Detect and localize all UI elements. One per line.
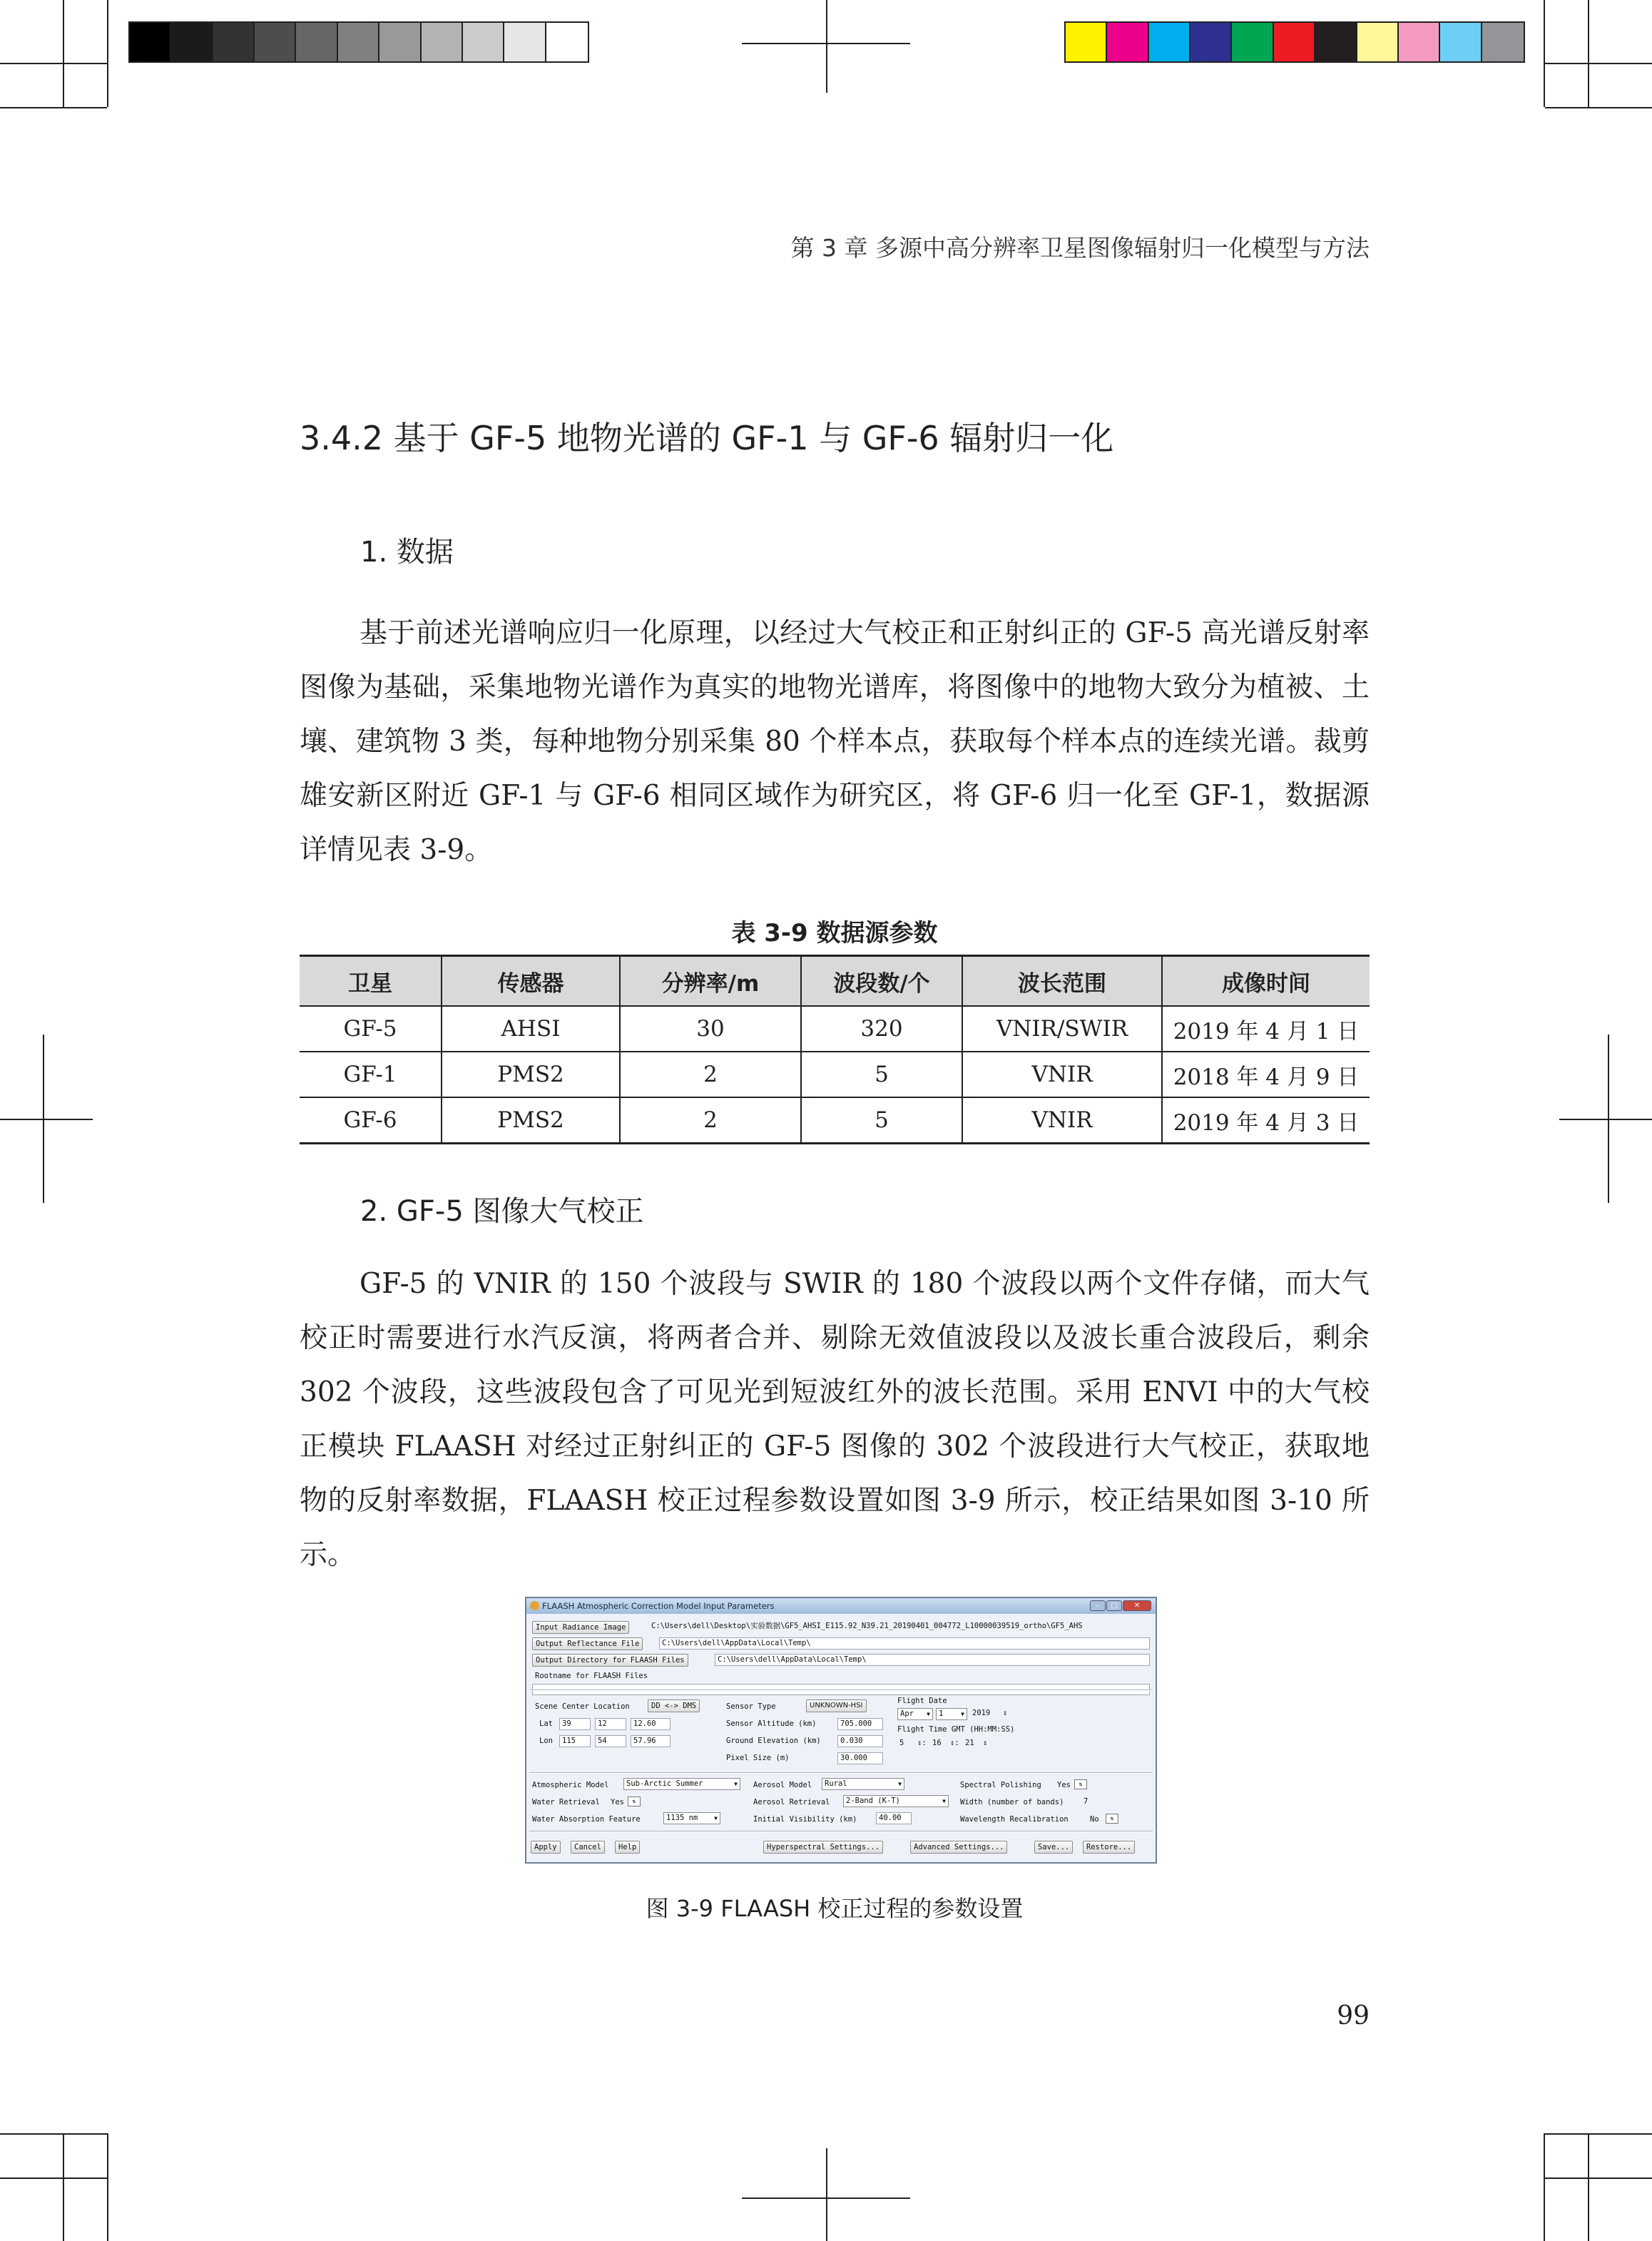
flight-date-label: Flight Date — [897, 1697, 947, 1705]
col-header: 传感器 — [442, 956, 620, 1007]
flight-month-value: Apr — [900, 1709, 914, 1718]
aerosol-model-value: Rural — [825, 1779, 847, 1788]
table-cell: 2019 年 4 月 3 日 — [1162, 1097, 1370, 1144]
atmospheric-model-label: Atmospheric Model — [532, 1781, 609, 1789]
ground-elevation-label: Ground Elevation (km) — [726, 1737, 821, 1745]
sensor-altitude-label: Sensor Altitude (km) — [726, 1719, 817, 1728]
water-retrieval-value: Yes — [611, 1798, 624, 1806]
water-retrieval-toggle[interactable]: ⇅ — [628, 1797, 641, 1806]
flaash-dialog — [525, 1597, 1157, 1864]
atmospheric-model-value: Sub-Arctic Summer — [626, 1779, 703, 1788]
width-label: Width (number of bands) — [960, 1798, 1064, 1806]
minute-spinner-icon[interactable]: ⇕: — [950, 1739, 959, 1747]
paragraph-atm-correction — [300, 1257, 1370, 1582]
color-swatch — [1232, 23, 1273, 61]
color-swatch — [1066, 23, 1107, 61]
sensor-altitude-input[interactable]: 705.000 — [837, 1718, 883, 1730]
table-caption: 表 3-9 数据源参数 — [731, 919, 938, 947]
flight-month-select[interactable] — [897, 1708, 933, 1720]
table-cell: 2018 年 4 月 9 日 — [1162, 1052, 1370, 1097]
gray-swatch — [130, 23, 171, 61]
section-heading: 3.4.2 基于 GF-5 地物光谱的 GF-1 与 GF-6 辐射归一化 — [300, 419, 1114, 457]
aerosol-retrieval-value: 2-Band (K-T) — [846, 1797, 900, 1805]
water-absorption-select[interactable] — [663, 1812, 720, 1824]
second-spinner-icon[interactable]: ⇕ — [983, 1739, 988, 1747]
aerosol-retrieval-select[interactable] — [843, 1795, 949, 1807]
sensor-type-button[interactable]: UNKNOWN-HSI — [806, 1699, 867, 1712]
aerosol-model-select[interactable] — [822, 1778, 904, 1790]
gray-swatch — [422, 23, 463, 61]
scene-center-label: Scene Center Location — [535, 1702, 630, 1711]
color-calibration-bar — [1064, 21, 1525, 63]
dropdown-arrow-icon: ▼ — [734, 1781, 738, 1787]
dropdown-arrow-icon: ▼ — [927, 1711, 930, 1717]
data-source-table — [300, 955, 1370, 1144]
gray-swatch — [504, 23, 546, 61]
color-swatch — [1315, 23, 1357, 61]
cancel-button[interactable]: Cancel — [571, 1841, 605, 1854]
col-header: 卫星 — [300, 956, 442, 1007]
gray-calibration-bar — [128, 21, 589, 63]
save-button[interactable]: Save... — [1034, 1841, 1073, 1854]
separator — [529, 1831, 1153, 1832]
color-swatch — [1190, 23, 1232, 61]
lon-min-input[interactable]: 54 — [595, 1735, 626, 1747]
year-spinner-icon[interactable]: ⇕ — [1003, 1709, 1008, 1717]
atmospheric-model-select[interactable] — [623, 1778, 740, 1790]
dialog-title: FLAASH Atmospheric Correction Model Input Parameters — [542, 1601, 775, 1611]
table-cell: VNIR — [962, 1097, 1162, 1144]
maximize-icon[interactable]: □ — [1106, 1600, 1122, 1611]
restore-button[interactable]: Restore... — [1083, 1841, 1135, 1854]
table-row — [300, 1052, 1370, 1097]
wavelength-recal-value: No — [1090, 1815, 1099, 1824]
paragraph-text: GF-5 的 VNIR 的 150 个波段与 SWIR 的 180 个波段以两个文件存储，而大气校正时需要进行水汽反演，将两者合并、剔除无效值波段以及波长重合波段后，剩余 302 个波段，这些波段包含了可见光到短波红外的波长范围。采用 ENVI 中的大气校正模块 FLAASH 对经过正射纠正的 GF-5 图像的 302 个波段进行大气校正，获取地物的反射率数据，FLAASH 校正过程参数设置如图 3-9 所示，校正结果如图 3-10 所示。 — [300, 1268, 1370, 1571]
lat-label: Lat — [539, 1719, 553, 1728]
gray-swatch — [171, 23, 213, 61]
input-radiance-button[interactable]: Input Radiance Image — [532, 1621, 629, 1634]
flight-second-input[interactable]: 21 — [965, 1739, 974, 1747]
flight-day-value: 1 — [939, 1709, 944, 1718]
table-row — [300, 1097, 1370, 1144]
gray-swatch — [463, 23, 504, 61]
pixel-size-label: Pixel Size (m) — [726, 1754, 790, 1762]
table-cell: AHSI — [442, 1006, 620, 1052]
dropdown-arrow-icon: ▼ — [942, 1798, 946, 1804]
apply-button[interactable]: Apply — [531, 1841, 561, 1854]
dropdown-arrow-icon: ▼ — [961, 1711, 964, 1717]
subsection-heading-atm-correction: 2. GF-5 图像大气校正 — [360, 1195, 644, 1228]
flight-hour-input[interactable]: 5 — [899, 1739, 904, 1747]
output-reflectance-button[interactable]: Output Reflectance File — [532, 1637, 643, 1650]
spectral-polishing-toggle[interactable]: ⇅ — [1074, 1779, 1087, 1789]
app-icon — [530, 1601, 539, 1610]
dropdown-arrow-icon: ▼ — [898, 1781, 902, 1787]
gray-swatch — [255, 23, 296, 61]
pixel-size-input[interactable]: 30.000 — [837, 1752, 883, 1764]
separator — [529, 1772, 1153, 1774]
wavelength-recal-label: Wavelength Recalibration — [960, 1815, 1069, 1824]
table-cell: PMS2 — [442, 1052, 620, 1097]
table-cell: GF-6 — [300, 1097, 442, 1144]
col-header: 波段数/个 — [801, 956, 962, 1007]
table-header-row — [300, 956, 1370, 1007]
water-retrieval-label: Water Retrieval — [532, 1798, 600, 1806]
flight-minute-input[interactable]: 16 — [932, 1739, 942, 1747]
dropdown-arrow-icon: ▼ — [714, 1815, 718, 1821]
hyperspectral-settings-button[interactable]: Hyperspectral Settings... — [763, 1841, 883, 1854]
table-cell: 2 — [620, 1052, 801, 1097]
table-cell: 2 — [620, 1097, 801, 1144]
flight-year-input[interactable]: 2019 — [972, 1709, 991, 1717]
aerosol-retrieval-label: Aerosol Retrieval — [753, 1798, 830, 1806]
gray-swatch — [546, 23, 588, 61]
flight-day-select[interactable] — [936, 1708, 967, 1720]
gray-swatch — [338, 23, 379, 61]
spectral-polishing-label: Spectral Polishing — [960, 1781, 1041, 1789]
minimize-icon[interactable]: – — [1090, 1600, 1106, 1611]
separator — [529, 1689, 1153, 1691]
figure-caption: 图 3-9 FLAASH 校正过程的参数设置 — [646, 1895, 1024, 1922]
table-cell: 320 — [801, 1006, 962, 1052]
subsection-heading-data: 1. 数据 — [360, 536, 454, 569]
color-swatch — [1107, 23, 1148, 61]
table-cell: 30 — [620, 1006, 801, 1052]
output-reflectance-path[interactable]: C:\Users\dell\AppData\Local\Temp\ — [659, 1637, 1150, 1650]
water-absorption-label: Water Absorption Feature — [532, 1815, 641, 1824]
wavelength-recal-toggle[interactable]: ⇅ — [1106, 1814, 1118, 1824]
rootname-label: Rootname for FLAASH Files — [535, 1672, 648, 1680]
color-swatch — [1482, 23, 1524, 61]
table-cell: 5 — [801, 1052, 962, 1097]
table-cell: 5 — [801, 1097, 962, 1144]
table-cell: GF-1 — [300, 1052, 442, 1097]
color-swatch — [1399, 23, 1440, 61]
color-swatch — [1357, 23, 1399, 61]
col-header: 分辨率/m — [620, 956, 801, 1007]
lat-min-input[interactable]: 12 — [595, 1718, 626, 1730]
initial-visibility-input[interactable]: 40.00 — [876, 1812, 912, 1824]
gray-swatch — [296, 23, 337, 61]
initial-visibility-label: Initial Visibility (km) — [753, 1815, 857, 1824]
page-number: 99 — [1337, 2001, 1370, 2031]
gray-swatch — [379, 23, 421, 61]
ground-elevation-input[interactable]: 0.030 — [837, 1735, 883, 1747]
col-header: 波长范围 — [962, 956, 1162, 1007]
running-header: 第 3 章 多源中高分辨率卫星图像辐射归一化模型与方法 — [790, 234, 1370, 262]
dialog-titlebar — [526, 1598, 1156, 1614]
gray-swatch — [213, 23, 255, 61]
width-input[interactable]: 7 — [1084, 1797, 1088, 1806]
dd-dms-button[interactable]: DD <-> DMS — [648, 1699, 700, 1712]
aerosol-model-label: Aerosol Model — [753, 1781, 812, 1789]
table-cell: GF-5 — [300, 1006, 442, 1052]
table-cell: 2019 年 4 月 1 日 — [1162, 1006, 1370, 1052]
color-swatch — [1274, 23, 1315, 61]
color-swatch — [1149, 23, 1190, 61]
table-row — [300, 1006, 1370, 1052]
advanced-settings-button[interactable]: Advanced Settings... — [910, 1841, 1007, 1854]
lat-deg-input[interactable]: 39 — [559, 1718, 591, 1730]
output-directory-button[interactable]: Output Directory for FLAASH Files — [532, 1654, 688, 1667]
table-cell: VNIR/SWIR — [962, 1006, 1162, 1052]
table-cell: VNIR — [962, 1052, 1162, 1097]
lon-deg-input[interactable]: 115 — [559, 1735, 591, 1747]
color-swatch — [1440, 23, 1482, 61]
lon-label: Lon — [539, 1737, 553, 1745]
output-directory-path[interactable]: C:\Users\dell\AppData\Local\Temp\ — [715, 1654, 1150, 1666]
input-radiance-path: C:\Users\dell\Desktop\实验数据\GF5_AHSI_E115.92_N39.21_20190401_004772_L10000039519_ortho\GF5_AHS — [651, 1622, 1083, 1630]
lat-sec-input[interactable]: 12.60 — [631, 1718, 671, 1730]
paragraph-data — [300, 606, 1370, 878]
hour-spinner-icon[interactable]: ⇕: — [917, 1739, 927, 1747]
flight-time-label: Flight Time GMT (HH:MM:SS) — [897, 1725, 1015, 1734]
paragraph-text: 基于前述光谱响应归一化原理，以经过大气校正和正射纠正的 GF-5 高光谱反射率图像为基础，采集地物光谱作为真实的地物光谱库，将图像中的地物大致分为植被、土壤、建筑物 3 类，每种地物分别采集 80 个样本点，获取每个样本点的连续光谱。裁剪雄安新区附近 GF-1 与 GF-6 相同区域作为研究区，将 GF-6 归一化至 GF-1，数据源详情见表 3-9。 — [300, 617, 1370, 866]
sensor-type-label: Sensor Type — [726, 1702, 776, 1711]
close-icon[interactable]: ✕ — [1123, 1600, 1151, 1611]
table-cell: PMS2 — [442, 1097, 620, 1144]
spectral-polishing-value: Yes — [1057, 1781, 1071, 1789]
col-header: 成像时间 — [1162, 956, 1370, 1007]
help-button[interactable]: Help — [615, 1841, 640, 1854]
lon-sec-input[interactable]: 57.96 — [631, 1735, 671, 1747]
water-absorption-value: 1135 nm — [666, 1814, 698, 1822]
